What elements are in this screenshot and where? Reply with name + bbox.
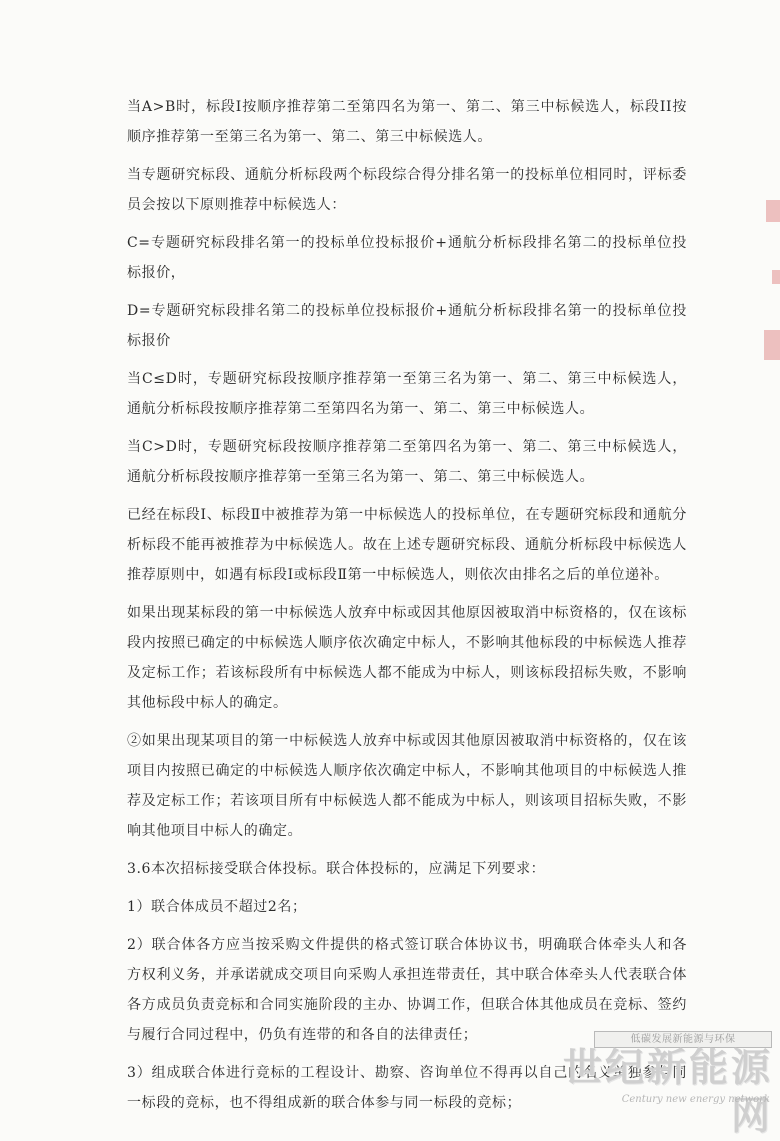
seal-stamp-edge <box>754 180 780 420</box>
document-body <box>127 92 687 1126</box>
paragraph-5: 当C≤D时，专题研究标段按顺序推荐第一至第三名为第一、第二、第三中标候选人，通航分析标段按顺序推荐第二至第四名为第一、第二、第三中标候选人。 <box>127 371 687 417</box>
watermark-tagline: 低碳发展新能源与环保 <box>594 1031 772 1048</box>
paragraph-7: 已经在标段Ⅰ、标段Ⅱ中被推荐为第一中标候选人的投标单位，在专题研究标段和通航分析标段不能再被推荐为中标候选人。故在上述专题研究标段、通航分析标段中标候选人推荐原则中，如遇有标段Ⅰ或标段Ⅱ第一中标候选人，则依次由排名之后的单位递补。 <box>127 507 687 583</box>
watermark-logo: 世纪新能源网 <box>562 1046 773 1139</box>
paragraph-2: 当专题研究标段、通航分析标段两个标段综合得分排名第一的投标单位相同时，评标委员会按以下原则推荐中标候选人： <box>127 167 687 213</box>
paragraph-9: ②如果出现某项目的第一中标候选人放弃中标或因其他原因被取消中标资格的，仅在该项目内按照已确定的中标候选人顺序依次确定中标人，不影响其他项目的中标候选人推荐及定标工作；若该项目所有中标候选人都不能成为中标人，则该项目招标失败，不影响其他项目中标人的确定。 <box>127 733 687 839</box>
paragraph-12: 2）联合体各方应当按采购文件提供的格式签订联合体协议书，明确联合体牵头人和各方权利义务，并承诺就成交项目向采购人承担连带责任，其中联合体牵头人代表联合体各方成员负责竞标和合同实施阶段的主办、协调工作，但联合体其他成员在竞标、签约与履行合同过程中，仍负有连带的和各自的法律责任； <box>127 937 687 1043</box>
paragraph-8: 如果出现某标段的第一中标候选人放弃中标或因其他原因被取消中标资格的，仅在该标段内按照已确定的中标候选人顺序依次确定中标人，不影响其他标段的中标候选人推荐及定标工作；若该标段所有中标候选人都不能成为中标人，则该标段招标失败，不影响其他标段中标人的确定。 <box>127 605 687 711</box>
watermark-subtitle: Century new energy network <box>621 1094 770 1105</box>
paragraph-4: D=专题研究标段排名第二的投标单位投标报价+通航分析标段排名第一的投标单位投标报价 <box>127 303 687 349</box>
paragraph-1: 当A>B时，标段Ⅰ按顺序推荐第二至第四名为第一、第二、第三中标候选人，标段II按顺序推荐第一至第三名为第一、第二、第三中标候选人。 <box>127 99 687 145</box>
paragraph-3: C=专题研究标段排名第一的投标单位投标报价+通航分析标段排名第二的投标单位投标报价， <box>127 235 687 281</box>
paragraph-11: 1）联合体成员不超过2名； <box>127 899 307 915</box>
paragraph-13: 3）组成联合体进行竞标的工程设计、勘察、咨询单位不得再以自己的名义单独参与同一标段的竞标，也不得组成新的联合体参与同一标段的竞标； <box>127 1065 687 1111</box>
paragraph-10: 3.6本次招标接受联合体投标。联合体投标的，应满足下列要求： <box>127 861 546 877</box>
paragraph-6: 当C>D时，专题研究标段按顺序推荐第二至第四名为第一、第二、第三中标候选人，通航分析标段按顺序推荐第一至第三名为第一、第二、第三中标候选人。 <box>127 439 687 485</box>
